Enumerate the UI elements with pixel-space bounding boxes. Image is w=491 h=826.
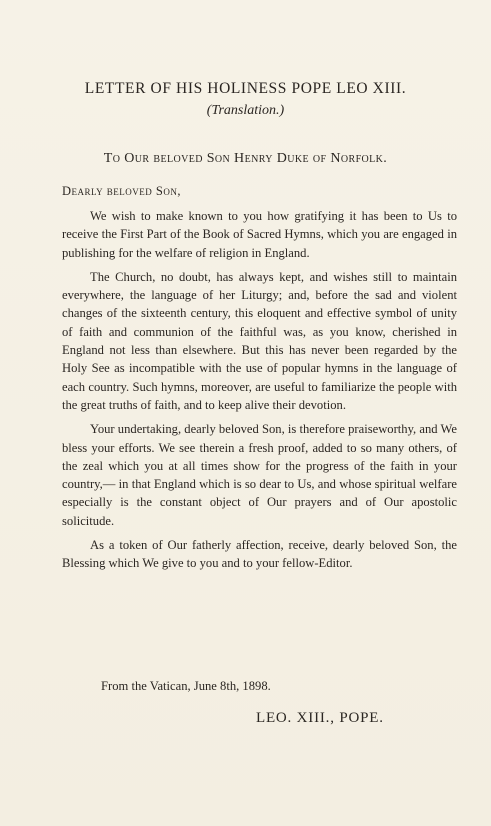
paragraph-1: We wish to make known to you how gratifying it has been to Us to receive the First Part of the Book of Sacred Hymns, which you are engaged in publishing for the welfare of religion in England.	[62, 209, 457, 260]
letter-title: LETTER OF HIS HOLINESS POPE LEO XIII.	[84, 80, 407, 97]
paragraph-4: As a token of Our fatherly affection, receive, dearly beloved Son, the Blessing which We give to you and to your fellow-Editor.	[62, 538, 457, 571]
letter-body	[62, 207, 457, 579]
letter-address: To Our beloved Son Henry Duke of Norfolk.	[103, 151, 388, 166]
letter-salutation: Dearly beloved Son,	[62, 184, 181, 198]
letter-signature: LEO. XIII., POPE.	[256, 710, 384, 726]
letter-subtitle: (Translation.)	[206, 103, 285, 118]
letter-dateline: From the Vatican, June 8th, 1898.	[101, 679, 271, 693]
paragraph-2: The Church, no doubt, has always kept, and wishes still to maintain everywhere, the language of her Liturgy; and, before the sad and violent changes of the sixteenth century, this eloquent and effective symbol of unity of faith and communion of the faithful was, as you know, cherished in England not less than elsewhere. But this has never been regarded by the Holy See as incompatible with the use of popular hymns in the language of each country. Such hymns, moreover, are useful to familiarize the people with the great truths of faith, and to keep alive their devotion.	[62, 269, 457, 412]
paragraph-3: Your undertaking, dearly beloved Son, is therefore praiseworthy, and We bless your efforts. We see therein a fresh proof, added to so many others, of the zeal which you at all times show for the progress of the faith in your country,— in that England which is so dear to Us, and whose spiritual welfare especially is the constant object of Our prayers and of Our apostolic solicitude.	[62, 422, 457, 528]
